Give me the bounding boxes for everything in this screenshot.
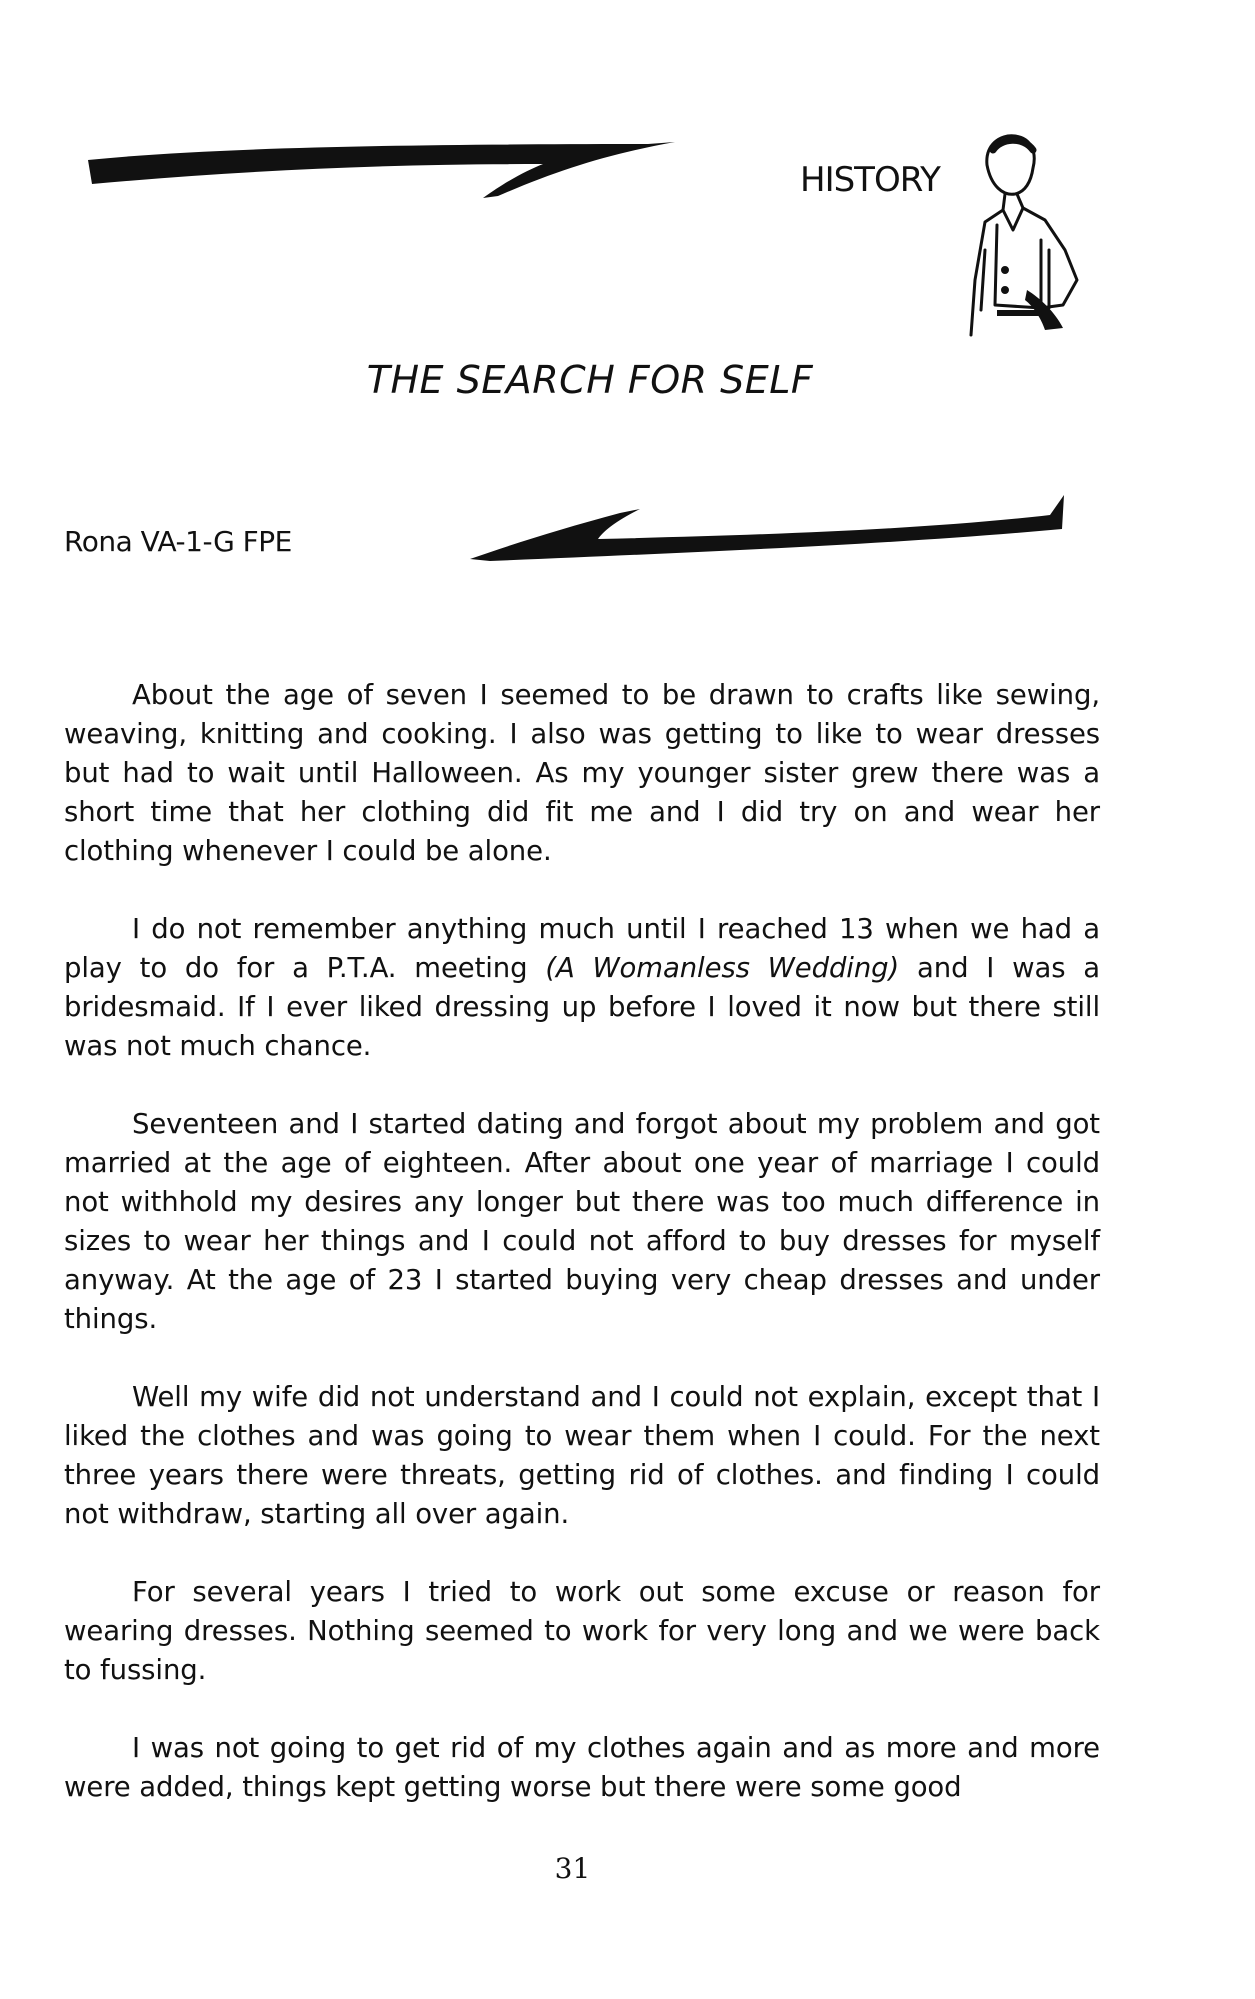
paragraph: For several years I tried to work out some excuse or reason for wearing dresses. Nothing seemed to work for very long and we were back to fussing. xyxy=(64,1576,1100,1686)
article-title: THE SEARCH FOR SELF xyxy=(366,358,814,402)
paragraph: Seventeen and I started dating and forgot about my problem and got married at the age of eighteen. After about one year of marriage I could not withhold my desires any longer but there was too much difference in sizes to wear her things and I could not afford to buy dresses for myself anyway. At the age of 23 I started buying very cheap dresses and under things. xyxy=(64,1108,1100,1335)
section-label: HISTORY xyxy=(800,160,940,200)
paragraph: About the age of seven I seemed to be drawn to crafts like sewing, weaving, knitting and cooking. I also was getting to like to wear dresses but had to wait until Halloween. As my younger sister grew there was a short time that her clothing did fit me and I did try on and wear her clothing whenever I could be alone. xyxy=(64,679,1100,867)
paragraph xyxy=(64,910,1100,1066)
paragraph: Well my wife did not understand and I could not explain, except that I liked the clothes and was going to wear them when I could. For the next three years there were threats, getting rid of clothes. and finding I could not withdraw, starting all over again. xyxy=(64,1381,1100,1530)
play-title: (A Womanless Wedding) xyxy=(545,952,900,984)
woman-figure-icon xyxy=(945,130,1090,345)
paragraph: I was not going to get rid of my clothes again and as more and more were added, things kept getting worse but there were some good xyxy=(64,1732,1100,1803)
article-body xyxy=(64,676,1100,1846)
page-number: 31 xyxy=(554,1852,591,1885)
author-line: Rona VA-1-G FPE xyxy=(64,525,292,558)
swoosh-rule-icon xyxy=(88,140,678,200)
swoosh-rule-icon xyxy=(470,495,1065,565)
paragraph-text: and I was a bridesmaid. If I ever liked dressing up before I loved it now but there still was not much chance. xyxy=(64,952,1101,1062)
paragraph-text: I do not remember anything much until I reached 13 when we had a play to do for a P.T.A. meeting xyxy=(64,913,1100,984)
